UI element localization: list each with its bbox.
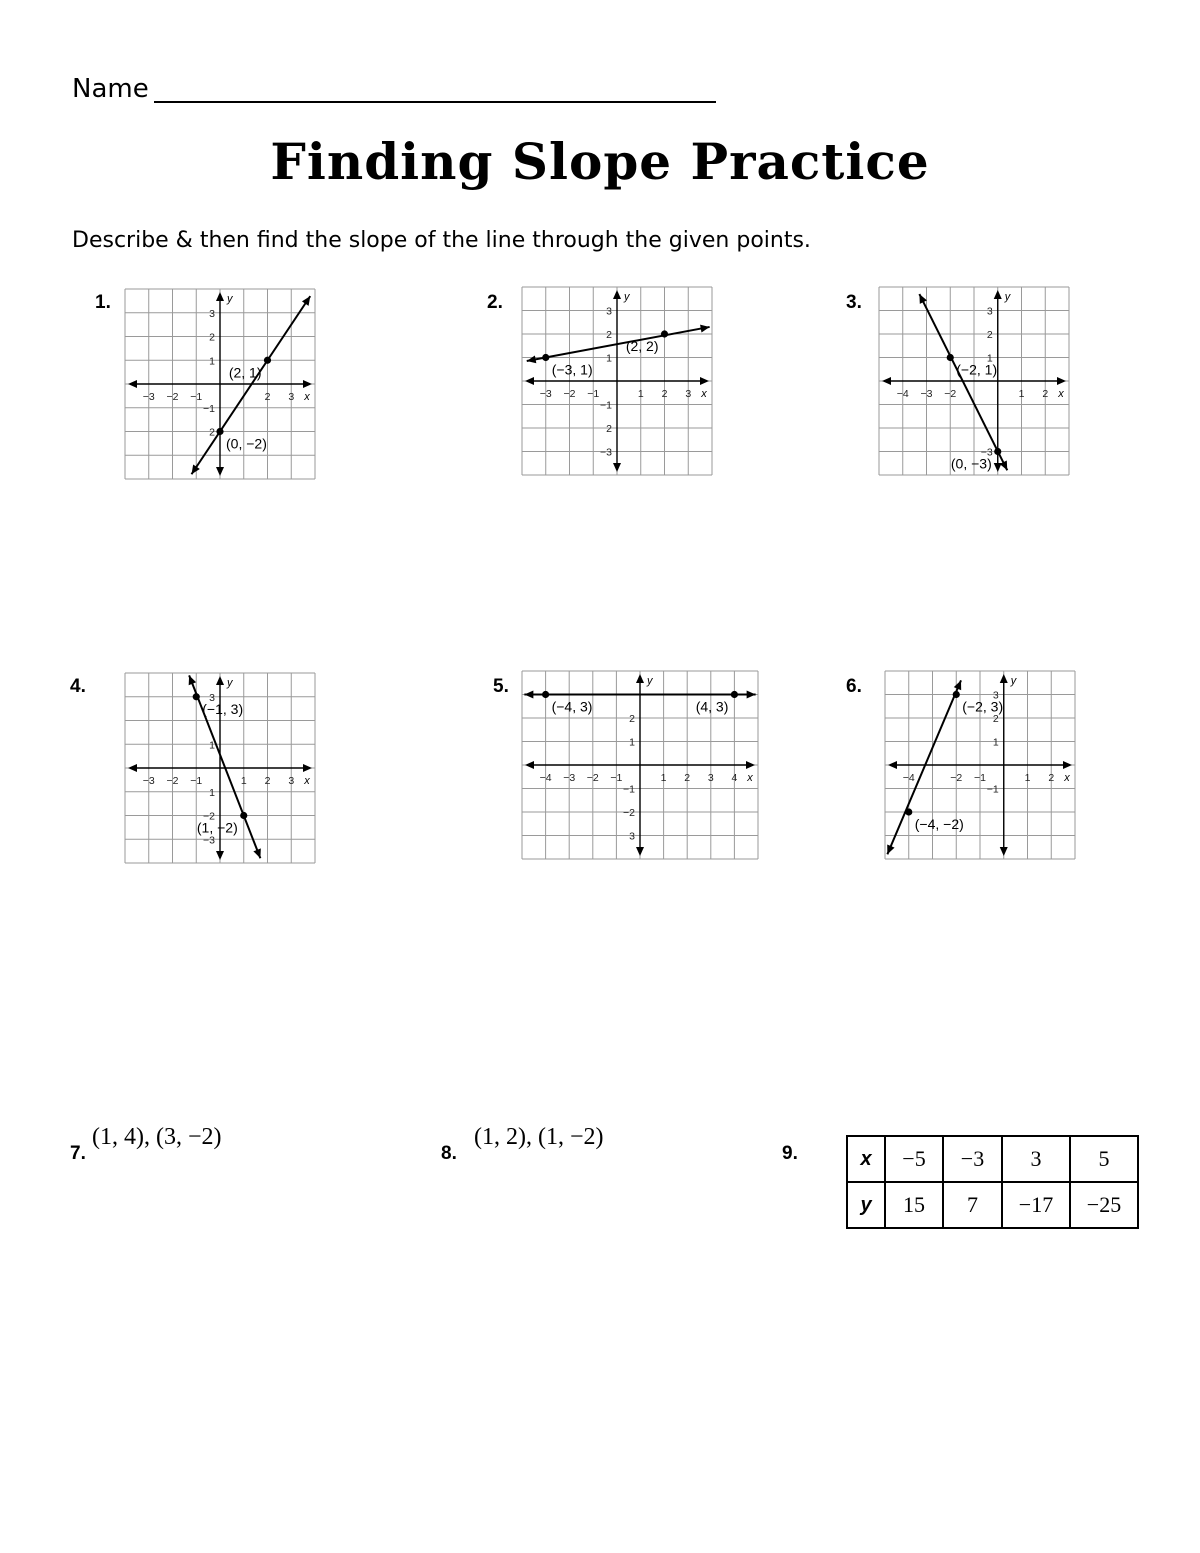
x-tick-label: −3 [920,388,933,400]
x-tick-label: 2 [684,772,691,784]
y-axis-arrow [613,463,621,472]
point-label: (−1, 3) [202,700,244,717]
graph-line-arrow [524,691,533,699]
x-axis-label: x [304,775,310,787]
y-tick-label: −1 [986,783,999,796]
y-axis-arrow [1000,847,1008,856]
problem-6-graph [884,670,1076,860]
y-tick-label: 1 [209,355,215,368]
x-axis-label: x [1064,772,1070,784]
y-tick-label: 1 [629,736,635,749]
y-tick-label: 2 [606,329,612,341]
x-tick-label: −3 [563,772,576,784]
x-tick-label: 1 [240,775,247,787]
x-axis-arrow [1063,761,1072,769]
y-axis-label: y [227,293,233,305]
y-tick-label: 1 [986,352,993,365]
x-tick-label: −4 [896,388,909,400]
y-axis-arrow [636,674,644,683]
name-label: Name [72,74,149,104]
y-axis-label: y [624,291,630,303]
plotted-point [264,357,271,364]
x-axis-label: x [747,772,753,784]
y-axis-arrow [216,467,224,476]
x-axis-arrow [700,377,709,385]
plotted-point [731,691,738,698]
x-tick-label: 3 [685,388,692,400]
x-axis-arrow [1057,377,1066,385]
x-tick-label: −1 [190,391,203,403]
x-tick-label: −1 [610,772,623,784]
table-cell: 15 [885,1182,943,1228]
point-label: (−4, 3) [551,698,593,715]
plotted-point [953,691,960,698]
point-label: (4, 3) [695,698,729,715]
y-axis-arrow [613,290,621,299]
plotted-point [994,448,1001,455]
point-label: (−2, 3) [962,698,1004,715]
x-tick-label: 1 [637,388,644,400]
table-cell: 3 [1002,1136,1070,1182]
y-tick-label: 2 [606,423,612,435]
problem-2-number: 2. [487,292,503,313]
graph-line-arrow [527,355,537,363]
y-axis-arrow [994,290,1002,299]
x-tick-label: 1 [1024,772,1031,784]
problem-4-graph [124,672,316,864]
y-axis-label: y [1010,675,1017,687]
y-axis-arrow [636,847,644,856]
x-tick-label: −2 [166,391,179,403]
table-cell: −3 [943,1136,1002,1182]
y-axis-label: y [1004,291,1011,303]
x-axis-arrow [128,380,137,388]
x-tick-label: 3 [707,772,714,784]
x-tick-label: −1 [587,388,600,400]
y-tick-label: 1 [606,352,612,365]
table-cell: −5 [885,1136,943,1182]
plotted-point [905,808,912,815]
problem-1-graph [124,288,316,480]
table-header-y: y [847,1182,885,1228]
x-tick-label: 1 [660,772,667,784]
table-row-y [847,1182,1138,1228]
table-cell: −25 [1070,1182,1138,1228]
graph-line-arrow [189,675,196,685]
x-tick-label: −2 [563,388,576,400]
x-tick-label: 2 [264,775,271,787]
name-field [72,72,722,106]
y-tick-label: −1 [623,783,635,796]
instructions: Describe & then find the slope of the line through the given points. [72,228,811,253]
y-axis-arrow [1000,674,1008,683]
y-tick-label: 2 [992,713,999,725]
x-tick-label: 4 [731,772,738,784]
table-row-x [847,1136,1138,1182]
y-tick-label: −1 [203,402,215,415]
x-axis-arrow [525,761,534,769]
x-axis-label: x [304,391,310,403]
point-label: (−3, 1) [551,361,593,378]
problem-3-number: 3. [846,292,862,313]
graph-line-arrow [192,465,200,475]
plotted-point [240,812,247,819]
x-tick-label: −4 [539,772,552,784]
y-tick-label: 1 [992,736,999,749]
x-tick-label: −4 [902,772,915,784]
x-axis-arrow [882,377,891,385]
graph-line [919,294,1007,470]
x-tick-label: −3 [539,388,552,400]
y-tick-label: 3 [992,689,999,702]
problem-1-number: 1. [95,292,111,313]
x-tick-label: 1 [1018,388,1025,400]
y-tick-label: 2 [209,426,215,439]
plotted-point [661,330,668,337]
y-tick-label: 3 [209,691,215,704]
point-label: (−2, 1) [956,361,998,378]
x-tick-label: −1 [190,775,203,787]
problem-7-points: (1, 4), (3, −2) [92,1124,222,1150]
plotted-point [542,354,549,361]
table-cell: 5 [1070,1136,1138,1182]
x-axis-arrow [303,764,312,772]
x-axis-arrow [525,377,534,385]
graph-line-arrow [747,691,756,699]
graph-line-arrow [700,325,710,333]
y-axis-arrow [216,292,224,301]
name-blank-line[interactable] [154,101,716,103]
x-tick-label: 2 [1048,772,1055,784]
problem-3-graph [878,286,1070,476]
problem-7-number: 7. [70,1143,86,1164]
plotted-point [193,693,200,700]
x-axis-arrow [128,764,137,772]
y-tick-label: 1 [209,786,215,799]
problem-5-graph [521,670,759,860]
point-label: (2, 1) [228,364,262,381]
graph-line-arrow [253,848,260,858]
y-tick-label: −3 [600,446,612,459]
y-tick-label: −1 [600,399,612,412]
y-tick-label: 2 [986,329,993,341]
problem-8-points: (1, 2), (1, −2) [474,1124,604,1150]
problem-5-number: 5. [493,676,509,697]
y-tick-label: 3 [606,305,612,318]
y-axis-label: y [647,675,653,687]
point-label: (2, 2) [625,338,659,354]
table-header-x: x [847,1136,885,1182]
point-label: (−4, −2) [914,816,964,832]
point-label: (0, −3) [950,455,992,472]
plotted-point [216,428,223,435]
graph-line-arrow [302,296,310,306]
y-tick-label: −2 [623,807,635,819]
x-axis-arrow [888,761,897,769]
graph-line [527,327,710,361]
x-tick-label: 3 [288,391,295,403]
x-tick-label: −2 [950,772,963,784]
table-cell: −17 [1002,1182,1070,1228]
x-axis-arrow [303,380,312,388]
plotted-point [542,691,549,698]
x-tick-label: −2 [944,388,957,400]
x-axis-arrow [746,761,755,769]
y-tick-label: 3 [986,305,993,318]
x-tick-label: −1 [974,772,986,784]
x-tick-label: 3 [288,775,295,787]
page-title: Finding Slope Practice [270,132,930,191]
y-axis-label: y [227,677,233,689]
y-tick-label: 3 [209,307,215,320]
y-tick-label: 1 [209,739,215,752]
x-tick-label: 2 [661,388,668,400]
table-cell: 7 [943,1182,1002,1228]
problem-9-number: 9. [782,1143,798,1164]
x-tick-label: −3 [142,775,155,787]
y-tick-label: 2 [209,331,215,344]
x-axis-label: x [701,388,707,400]
plotted-point [947,354,954,361]
point-label: (1, −2) [196,819,238,836]
y-tick-label: −2 [203,810,215,823]
y-tick-label: 3 [629,830,635,843]
problem-8-number: 8. [441,1143,457,1164]
problem-6-number: 6. [846,676,862,697]
point-label: (0, −2) [226,435,267,452]
problem-4-number: 4. [70,676,86,697]
problem-2-graph [521,286,713,476]
x-tick-label: 2 [1042,388,1049,400]
xy-table [846,1135,1139,1229]
y-tick-label: 2 [629,713,635,725]
x-tick-label: 2 [264,391,271,403]
x-tick-label: −3 [142,391,155,403]
x-tick-label: −2 [586,772,599,784]
x-axis-label: x [1058,388,1064,400]
y-tick-label: −3 [980,446,993,459]
y-axis-arrow [216,851,224,860]
x-tick-label: −2 [166,775,179,787]
y-axis-arrow [216,676,224,685]
y-tick-label: −3 [203,834,215,847]
